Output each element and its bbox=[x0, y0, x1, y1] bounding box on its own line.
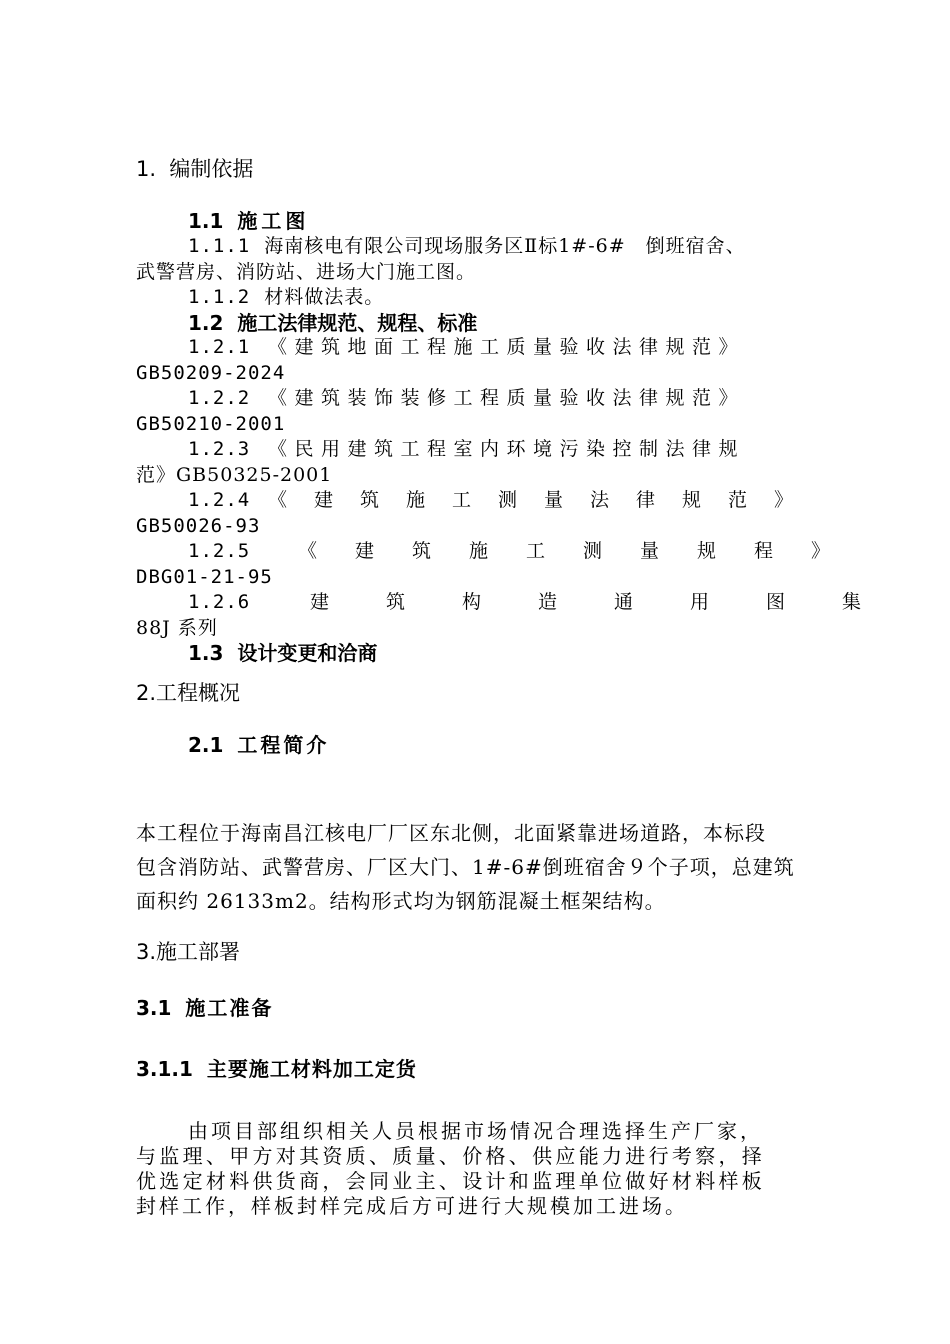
section-title: 主要施工材料加工定货 bbox=[206, 1057, 417, 1081]
item-1-2-4-code: GB50026-93 bbox=[136, 515, 261, 537]
section-number: 3.1 bbox=[136, 996, 172, 1020]
item-number: 1.1.2 bbox=[188, 286, 251, 308]
section-1-3-heading bbox=[188, 643, 377, 663]
section-title: 编制依据 bbox=[169, 157, 254, 181]
item-1-2-3 bbox=[188, 438, 746, 460]
item-1-2-1-code: GB50209-2024 bbox=[136, 362, 286, 384]
paragraph-line: 与监理、甲方对其资质、质量、价格、供应能力进行考察，择 bbox=[136, 1144, 766, 1168]
section-number: 3.1.1 bbox=[136, 1057, 193, 1081]
item-1-2-1 bbox=[188, 338, 820, 357]
item-1-2-2 bbox=[188, 389, 820, 408]
item-number: 1.1.1 bbox=[188, 235, 251, 257]
item-number: 1.2.2 bbox=[188, 387, 251, 409]
item-number: 1.2.3 bbox=[188, 438, 251, 460]
item-text: 《建筑施工测量规程》 bbox=[298, 540, 869, 562]
section-1-2-heading bbox=[188, 313, 477, 333]
item-text: 《建筑地面工程施工质量验收法律规范》 bbox=[268, 336, 746, 358]
section-title: 施工图 bbox=[237, 209, 310, 233]
item-1-1-1 bbox=[188, 237, 746, 256]
section-number: 2. bbox=[136, 681, 157, 705]
section-title: 施工部署 bbox=[156, 940, 241, 964]
item-1-2-6 bbox=[188, 591, 919, 613]
item-1-1-1-continuation: 武警营房、消防站、进场大门施工图。 bbox=[136, 261, 477, 283]
item-1-2-3-code: 范》GB50325-2001 bbox=[136, 464, 333, 486]
section-title: 设计变更和洽商 bbox=[237, 641, 378, 665]
section-2-1-heading bbox=[188, 735, 329, 755]
section-number: 1.3 bbox=[188, 641, 224, 665]
item-number: 1.2.6 bbox=[188, 591, 251, 613]
paragraph-line: 由项目部组织相关人员根据市场情况合理选择生产厂家， bbox=[188, 1119, 763, 1143]
item-number: 1.2.5 bbox=[188, 540, 251, 562]
item-text: 海南核电有限公司现场服务区Ⅱ标1#-6# 倒班宿舍、 bbox=[264, 235, 746, 257]
item-1-2-4 bbox=[188, 489, 821, 511]
section-3-heading bbox=[136, 942, 240, 963]
section-2-heading bbox=[136, 683, 240, 704]
section-title: 工程概况 bbox=[156, 681, 241, 705]
section-number: 1.2 bbox=[188, 311, 224, 335]
section-title: 工程简介 bbox=[237, 733, 330, 757]
paragraph-line: 封样工作，样板封样完成后方可进行大规模加工进场。 bbox=[136, 1194, 688, 1218]
item-text: 《建筑装饰装修工程质量验收法律规范》 bbox=[268, 387, 746, 409]
item-text: 《建筑施工测量法律规范》 bbox=[268, 489, 821, 511]
section-title: 施工法律规范、规程、标准 bbox=[237, 311, 478, 335]
item-1-1-2 bbox=[188, 288, 384, 307]
paragraph-line: 面积约 26133m2。结构形式均为钢筋混凝土框架结构。 bbox=[136, 889, 666, 913]
paragraph-line: 包含消防站、武警营房、厂区大门、1#-6#倒班宿舍９个子项，总建筑 bbox=[136, 855, 795, 879]
section-number: 3. bbox=[136, 940, 157, 964]
section-number: 2.1 bbox=[188, 733, 224, 757]
section-number: 1. bbox=[136, 157, 157, 181]
item-1-2-5 bbox=[188, 540, 869, 562]
item-text: 建筑构造通用图集 bbox=[310, 591, 919, 613]
item-text: 《民用建筑工程室内环境污染控制法律规 bbox=[268, 438, 746, 460]
section-number: 1.1 bbox=[188, 209, 224, 233]
section-1-heading bbox=[136, 159, 253, 180]
item-1-2-2-code: GB50210-2001 bbox=[136, 413, 286, 435]
section-1-1-heading bbox=[188, 211, 309, 231]
item-1-2-6-code: 88J 系列 bbox=[136, 617, 218, 639]
section-title: 施工准备 bbox=[185, 996, 274, 1020]
paragraph-line: 优选定材料供货商，会同业主、设计和监理单位做好材料样板 bbox=[136, 1169, 766, 1193]
item-text: 材料做法表。 bbox=[264, 286, 385, 308]
section-3-1-1-heading bbox=[136, 1059, 417, 1079]
item-number: 1.2.1 bbox=[188, 336, 251, 358]
item-number: 1.2.4 bbox=[188, 489, 251, 511]
section-3-1-heading bbox=[136, 998, 273, 1018]
item-1-2-5-code: DBG01-21-95 bbox=[136, 566, 273, 588]
paragraph-line: 本工程位于海南昌江核电厂厂区东北侧，北面紧靠进场道路，本标段 bbox=[136, 821, 766, 845]
